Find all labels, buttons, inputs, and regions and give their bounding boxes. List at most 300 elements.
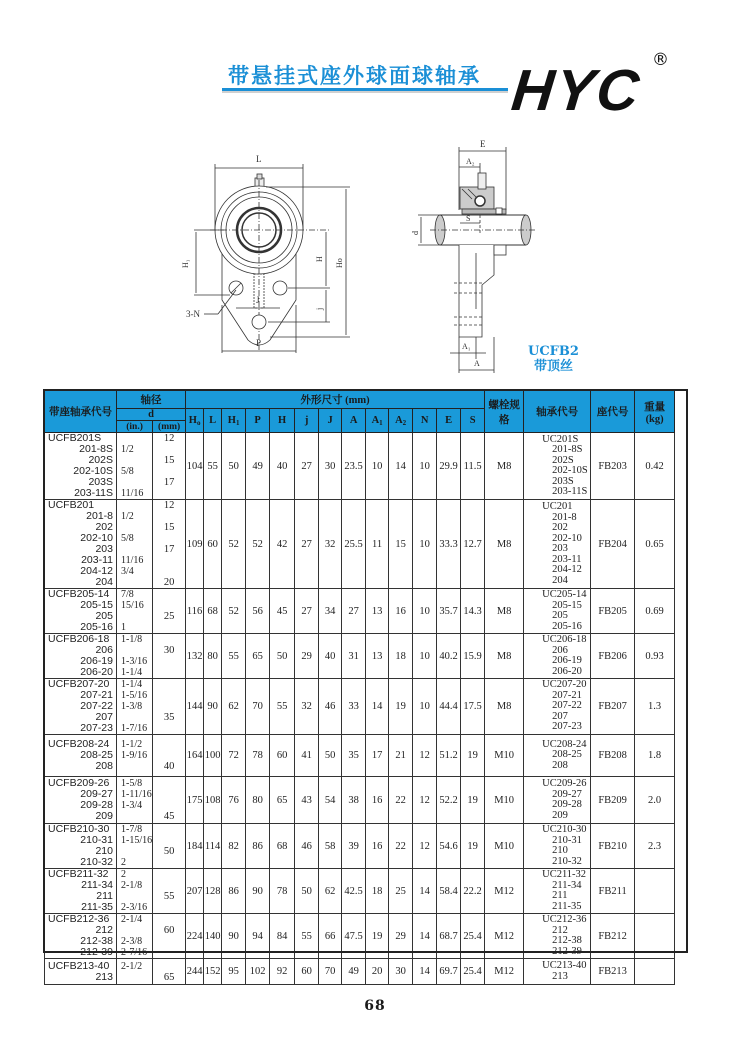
model-code-cell-line: 209-28 — [80, 799, 113, 811]
dimension-cell: 19 — [461, 824, 485, 869]
dimension-cell: 90 — [222, 914, 246, 959]
bearing-code-cell-line: 208-25 — [552, 749, 582, 761]
shaft-mm-cell-line — [153, 511, 185, 522]
dim-label-H: H — [315, 256, 324, 262]
model-code-cell — [45, 735, 117, 777]
dimension-cell: 47.5 — [342, 914, 366, 959]
shaft-inch-cell-line: 2-1/2 — [121, 960, 143, 972]
dimension-cell: 14 — [389, 433, 413, 500]
dimension-cell: 27 — [295, 589, 319, 634]
bearing-code-cell-line: 210-31 — [552, 834, 582, 846]
model-code-cell-line: UCFB211-32 — [48, 868, 109, 880]
shaft-mm-cell-line — [153, 533, 185, 544]
model-code-cell-line: UCFB210-30 — [48, 823, 110, 835]
shaft-inch-cell-line: 2 — [121, 869, 126, 880]
dimension-cell: 29 — [295, 634, 319, 679]
bearing-code-cell-line: 208 — [552, 759, 568, 771]
dimension-cell: 50 — [222, 433, 246, 500]
dimension-cell: 10 — [413, 634, 437, 679]
shaft-inch-cell — [117, 500, 153, 589]
model-code-cell-line: UCFB201 — [48, 499, 95, 511]
title-underline-shadow — [222, 91, 508, 93]
dim-label-E: E — [480, 139, 486, 149]
shaft-mm-cell-line — [153, 589, 185, 600]
shaft-inch-cell-line — [121, 611, 152, 622]
dimension-cell: 22 — [389, 824, 413, 869]
dimension-cell: 50 — [270, 634, 295, 679]
model-code-cell-line: 203-11 — [81, 554, 113, 566]
dimension-cell: 72 — [222, 735, 246, 777]
dimension-cell: 86 — [222, 869, 246, 914]
weight-cell: 1.8 — [635, 735, 675, 777]
weight-cell: 0.65 — [635, 500, 675, 589]
model-code-cell-line: 205-15 — [80, 599, 113, 611]
page-title: 带悬挂式座外球面球轴承 — [228, 64, 481, 88]
header-bolt: 螺栓规格 — [485, 391, 524, 433]
bearing-code-cell-line: 212-38 — [552, 935, 582, 946]
bolt-size-cell: M12 — [485, 869, 524, 914]
table-row — [45, 824, 675, 869]
bearing-code-cell-line: UC206-18 — [542, 634, 587, 645]
model-code-cell — [45, 433, 117, 500]
shaft-mm-cell-line — [153, 961, 185, 972]
bearing-code-cell — [524, 589, 591, 634]
model-code-cell-line: 205 — [95, 610, 113, 622]
dimension-cell: 33.3 — [437, 500, 461, 589]
shaft-inch-cell-line — [121, 455, 152, 466]
weight-cell: 1.3 — [635, 679, 675, 735]
dimension-cell: 80 — [204, 634, 222, 679]
dimension-cell: 50 — [319, 735, 342, 777]
dim-label-j: j — [315, 307, 324, 310]
bearing-code-cell-line: 211 — [552, 890, 568, 901]
bolt-size-cell: M8 — [485, 679, 524, 735]
dimension-cell: 82 — [222, 824, 246, 869]
dimension-cell: 16 — [366, 824, 389, 869]
dimension-cell: 32 — [319, 500, 342, 589]
shaft-inch-cell-line — [121, 544, 152, 555]
weight-cell: 2.3 — [635, 824, 675, 869]
shaft-inch-cell-line: 2-7/16 — [121, 947, 148, 958]
model-code-cell-line: 204-12 — [80, 565, 113, 577]
bearing-code-cell-line: 203-11S — [552, 486, 588, 497]
shaft-mm-cell-line — [153, 835, 185, 846]
bearing-code-cell-line: 213 — [552, 970, 568, 982]
model-code-cell-line: 210-31 — [80, 834, 113, 846]
dimension-cell: 12 — [413, 735, 437, 777]
dimension-cell: 27 — [295, 500, 319, 589]
bearing-code-cell — [524, 679, 591, 735]
shaft-inch-cell-line: 5/8 — [121, 533, 134, 544]
shaft-inch-cell-line: 1-5/16 — [121, 690, 148, 701]
dimension-cell: 34 — [319, 589, 342, 634]
shaft-inch-cell-line — [121, 972, 152, 983]
dimension-cell: 33 — [342, 679, 366, 735]
dimension-cell: 80 — [246, 777, 270, 824]
shaft-mm-cell-line: 30 — [163, 645, 175, 656]
bolt-size-cell: M8 — [485, 500, 524, 589]
shaft-mm-cell-line — [153, 600, 185, 611]
model-code-cell-line: 203S — [88, 476, 113, 488]
dimension-cell: 152 — [204, 959, 222, 985]
variant-code: UCFB2 — [528, 344, 579, 359]
bearing-code-cell — [524, 634, 591, 679]
bearing-code-cell-line: 207 — [552, 710, 568, 722]
model-code-cell-line: 207 — [95, 711, 113, 723]
model-code-cell-line: 212 — [95, 924, 113, 936]
model-code-cell-line: 206-20 — [80, 666, 113, 678]
dimension-cell: 44.4 — [437, 679, 461, 735]
shaft-inch-cell-line — [121, 891, 152, 902]
model-code-cell-line: 202-10S — [73, 465, 113, 477]
dimension-cell: 140 — [204, 914, 222, 959]
dimension-cell: 52 — [222, 589, 246, 634]
model-code-cell — [45, 824, 117, 869]
bearing-code-cell — [524, 869, 591, 914]
model-code-cell — [45, 869, 117, 914]
model-code-cell-line: 207-22 — [80, 700, 113, 712]
header-dim-N: N — [413, 409, 437, 433]
model-code-cell-line: 210-32 — [80, 856, 113, 868]
dimension-cell: 244 — [186, 959, 204, 985]
model-code-cell-line: 206 — [95, 644, 113, 656]
bearing-code-cell-line: 207-21 — [552, 689, 582, 701]
dimension-cell: 58 — [319, 824, 342, 869]
dimension-cell: 12 — [413, 777, 437, 824]
shaft-mm-cell-line — [153, 656, 185, 667]
dimension-cell: 78 — [270, 869, 295, 914]
weight-cell: 0.93 — [635, 634, 675, 679]
dimension-cell: 55 — [295, 914, 319, 959]
dimension-cell: 35.7 — [437, 589, 461, 634]
table-row — [45, 679, 675, 735]
dimension-cell: 164 — [186, 735, 204, 777]
header-weight: 重量 (kg) — [635, 391, 675, 433]
bearing-code-cell-line: 209 — [552, 809, 568, 821]
dimension-cell: 13 — [366, 589, 389, 634]
bearing-code-cell-line: 211-34 — [552, 879, 582, 891]
bearing-code-cell-line: 205-16 — [552, 620, 582, 632]
model-code-cell-line: 211-35 — [81, 901, 113, 913]
bearing-code-cell-line: 210-32 — [552, 855, 582, 867]
dimension-cell: 49 — [246, 433, 270, 500]
bearing-code-cell-line: 201-8S — [552, 444, 583, 455]
shaft-inch-cell-line: 1/2 — [121, 511, 134, 522]
model-code-cell-line: 212-38 — [80, 935, 113, 947]
weight-cell — [635, 959, 675, 985]
shaft-mm-cell-line: 55 — [163, 891, 175, 902]
model-code-cell-line: 204 — [95, 576, 113, 588]
dimension-cell: 17 — [366, 735, 389, 777]
housing-code-cell: FB208 — [591, 735, 635, 777]
bearing-code-cell-line: 209-28 — [552, 799, 582, 810]
shaft-mm-cell-line: 20 — [163, 577, 175, 588]
shaft-inch-cell — [117, 777, 153, 824]
bearing-code-cell — [524, 914, 591, 959]
dimension-cell: 55 — [204, 433, 222, 500]
header-dim-L: L — [204, 409, 222, 433]
model-code-cell-line: 209-27 — [80, 788, 113, 800]
dimension-cell: 60 — [204, 500, 222, 589]
shaft-mm-cell-line — [153, 789, 185, 800]
dimension-cell: 15 — [389, 500, 413, 589]
shaft-mm-cell-line — [153, 690, 185, 701]
dimension-cell: 11.5 — [461, 433, 485, 500]
bearing-code-cell-line: UC213-40 — [542, 960, 587, 971]
dimension-cell: 18 — [389, 634, 413, 679]
shaft-inch-cell-line: 15/16 — [121, 600, 144, 611]
header-dim-E: E — [437, 409, 461, 433]
model-code-cell-line: 205-16 — [80, 621, 113, 633]
dimension-cell: 76 — [222, 777, 246, 824]
shaft-inch-cell — [117, 634, 153, 679]
dim-label-P: P — [256, 338, 262, 348]
table-row — [45, 589, 675, 634]
shaft-mm-cell-line: 12 — [163, 500, 175, 511]
header-dim-H0: $H_o$ — [186, 409, 204, 433]
model-code-cell-line: 206-19 — [80, 655, 113, 667]
bearing-code-cell-line: UC201 — [542, 501, 573, 512]
dimension-cell: 29.9 — [437, 433, 461, 500]
housing-code-cell: FB205 — [591, 589, 635, 634]
variant-label — [528, 344, 579, 374]
shaft-mm-cell-line — [153, 947, 185, 958]
bearing-code-cell-line: 202-10S — [552, 465, 588, 476]
model-code-cell-line: 202-10 — [80, 532, 113, 544]
shaft-mm-cell-line: 35 — [163, 712, 175, 723]
table-row — [45, 777, 675, 824]
header-d: d — [117, 409, 186, 421]
weight-cell: 0.69 — [635, 589, 675, 634]
model-code-cell-line: UCFB207-20 — [48, 678, 110, 690]
shaft-inch-cell-line — [121, 433, 152, 444]
model-code-cell-line: 211-34 — [81, 879, 113, 891]
housing-code-cell: FB210 — [591, 824, 635, 869]
weight-cell: 2.0 — [635, 777, 675, 824]
dimension-cell: 184 — [186, 824, 204, 869]
dimension-cell: 108 — [204, 777, 222, 824]
dimension-cell: 43 — [295, 777, 319, 824]
shaft-inch-cell-line: 1-3/4 — [121, 800, 143, 811]
shaft-inch-cell — [117, 824, 153, 869]
shaft-mm-cell-line — [153, 667, 185, 678]
page-header — [0, 0, 750, 130]
header-model: 带座轴承代号 — [45, 391, 117, 433]
dimension-cell: 27 — [295, 433, 319, 500]
bearing-code-cell — [524, 735, 591, 777]
bolt-size-cell: M8 — [485, 589, 524, 634]
shaft-inch-cell-line: 2-3/16 — [121, 902, 148, 913]
dimension-cell: 17.5 — [461, 679, 485, 735]
bearing-code-cell-line: 209-27 — [552, 788, 582, 800]
shaft-inch-cell-line: 1/2 — [121, 444, 134, 455]
bearing-code-cell-line: 202-10 — [552, 532, 582, 544]
dimension-cell: 207 — [186, 869, 204, 914]
header-dim-J: J — [319, 409, 342, 433]
dimension-cell: 42.5 — [342, 869, 366, 914]
dimension-cell: 14 — [413, 914, 437, 959]
model-code-cell — [45, 589, 117, 634]
dimension-cell: 132 — [186, 634, 204, 679]
shaft-inch-cell-line: 11/16 — [121, 488, 144, 499]
dimension-cell: 35 — [342, 735, 366, 777]
dimension-cell: 68.7 — [437, 914, 461, 959]
dimension-cell: 16 — [389, 589, 413, 634]
shaft-mm-cell-line — [153, 723, 185, 734]
dimension-cell: 27 — [342, 589, 366, 634]
bearing-code-cell-line: 206 — [552, 644, 568, 656]
dimension-cell: 46 — [295, 824, 319, 869]
dimension-cell: 25.4 — [461, 914, 485, 959]
dimension-cell: 109 — [186, 500, 204, 589]
shaft-mm-cell — [153, 589, 186, 634]
table-row — [45, 634, 675, 679]
model-code-cell-line: 207-23 — [80, 722, 113, 734]
bearing-code-cell — [524, 777, 591, 824]
weight-cell — [635, 869, 675, 914]
model-code-cell-line: UCFB201S — [48, 432, 102, 444]
bearing-code-cell-line: UC207-20 — [542, 679, 587, 691]
shaft-mm-cell — [153, 869, 186, 914]
shaft-inch-cell-line — [121, 522, 152, 533]
dimension-cell: 92 — [270, 959, 295, 985]
bearing-code-cell-line: 212-39 — [552, 945, 582, 957]
dimension-cell: 55 — [270, 679, 295, 735]
dimension-cell: 14.3 — [461, 589, 485, 634]
model-code-cell-line: 201-8S — [79, 443, 113, 455]
model-code-cell-line: UCFB208-24 — [48, 738, 110, 750]
side-view-drawing — [400, 135, 620, 380]
shaft-mm-cell-line — [153, 622, 185, 633]
shaft-mm-cell-line — [153, 750, 185, 761]
shaft-inch-cell — [117, 914, 153, 959]
dimension-cell: 65 — [246, 634, 270, 679]
shaft-inch-cell-line — [121, 712, 152, 723]
model-code-cell-line: 207-21 — [80, 689, 113, 701]
table-row — [45, 869, 675, 914]
shaft-inch-cell-line — [121, 846, 152, 857]
dim-label-A1: A₁ — [462, 342, 471, 351]
header-dim-A1: $A_1$ — [366, 409, 389, 433]
housing-code-cell: FB213 — [591, 959, 635, 985]
header-dim-A: A — [342, 409, 366, 433]
shaft-mm-cell-line — [153, 857, 185, 868]
registered-mark: ® — [652, 50, 669, 70]
dimension-cell: 19 — [389, 679, 413, 735]
dimension-cell: 16 — [366, 777, 389, 824]
header-bearing: 轴承代号 — [524, 391, 591, 433]
model-code-cell — [45, 914, 117, 959]
shaft-inch-cell-line: 1-7/16 — [121, 723, 148, 734]
dimension-cell: 54.6 — [437, 824, 461, 869]
bolt-size-cell: M10 — [485, 824, 524, 869]
dimension-cell: 175 — [186, 777, 204, 824]
dimension-cell: 56 — [246, 589, 270, 634]
shaft-inch-cell — [117, 589, 153, 634]
bearing-code-cell-line: 212 — [552, 924, 568, 936]
dimension-cell: 94 — [246, 914, 270, 959]
dimension-cell: 13 — [366, 634, 389, 679]
table-body — [45, 433, 675, 985]
dimension-cell: 19 — [461, 735, 485, 777]
shaft-mm-cell — [153, 500, 186, 589]
model-code-cell — [45, 500, 117, 589]
dimension-cell: 114 — [204, 824, 222, 869]
dimension-cell: 30 — [319, 433, 342, 500]
dimension-cell: 100 — [204, 735, 222, 777]
shaft-inch-cell-line: 7/8 — [121, 589, 134, 600]
housing-code-cell: FB207 — [591, 679, 635, 735]
bolt-size-cell: M10 — [485, 777, 524, 824]
dimension-cell: 10 — [413, 679, 437, 735]
dimension-cell: 45 — [270, 589, 295, 634]
shaft-inch-cell-line: 2-3/8 — [121, 936, 143, 947]
dimension-cell: 39 — [342, 824, 366, 869]
variant-note: 带顶丝 — [533, 359, 573, 374]
model-code-cell-line: 210 — [95, 845, 113, 857]
dimension-cell: 42 — [270, 500, 295, 589]
dimension-cell: 14 — [366, 679, 389, 735]
dimension-cell: 62 — [222, 679, 246, 735]
shaft-mm-cell-line — [153, 880, 185, 891]
header-housing: 座代号 — [591, 391, 635, 433]
dimension-cell: 90 — [246, 869, 270, 914]
shaft-mm-cell-line: 15 — [163, 455, 175, 466]
shaft-mm-cell-line — [153, 566, 185, 577]
bearing-code-cell-line: 204-12 — [552, 564, 582, 575]
front-view-drawing — [180, 140, 380, 370]
dimension-cell: 40 — [270, 433, 295, 500]
shaft-mm-cell-line — [153, 466, 185, 477]
dimension-cell: 19 — [461, 777, 485, 824]
housing-code-cell: FB204 — [591, 500, 635, 589]
bearing-code-cell-line: UC212-36 — [542, 914, 587, 925]
shaft-mm-cell-line — [153, 701, 185, 712]
dimension-cell: 68 — [270, 824, 295, 869]
model-code-cell-line: 213 — [95, 970, 113, 983]
header-dims: 外形尺寸 (mm) — [186, 391, 485, 409]
dimension-cell: 12.7 — [461, 500, 485, 589]
table-row — [45, 433, 675, 500]
dimension-cell: 51.2 — [437, 735, 461, 777]
model-code-cell — [45, 679, 117, 735]
shaft-inch-cell-line: 1-9/16 — [121, 750, 148, 761]
shaft-mm-cell — [153, 433, 186, 500]
shaft-mm-cell-line — [153, 679, 185, 690]
bearing-code-cell — [524, 959, 591, 985]
dimension-cell: 95 — [222, 959, 246, 985]
model-code-cell — [45, 777, 117, 824]
dimension-cell: 40.2 — [437, 634, 461, 679]
model-code-cell-line: 212-39 — [80, 946, 113, 958]
dimension-cell: 23.5 — [342, 433, 366, 500]
model-code-cell-line: 202 — [95, 521, 113, 533]
dimension-cell: 50 — [295, 869, 319, 914]
shaft-mm-cell — [153, 679, 186, 735]
shaft-mm-cell-line — [153, 869, 185, 880]
bearing-code-cell-line: 207-22 — [552, 700, 582, 712]
bearing-code-cell-line: 203 — [552, 543, 568, 554]
dimension-cell: 68 — [204, 589, 222, 634]
dimension-cell: 78 — [246, 735, 270, 777]
header-dim-A2: $A_2$ — [389, 409, 413, 433]
dimension-cell: 22.2 — [461, 869, 485, 914]
dim-label-L: L — [256, 154, 262, 164]
dimension-cell: 60 — [270, 735, 295, 777]
shaft-inch-cell — [117, 433, 153, 500]
shaft-inch-cell — [117, 869, 153, 914]
housing-code-cell: FB212 — [591, 914, 635, 959]
